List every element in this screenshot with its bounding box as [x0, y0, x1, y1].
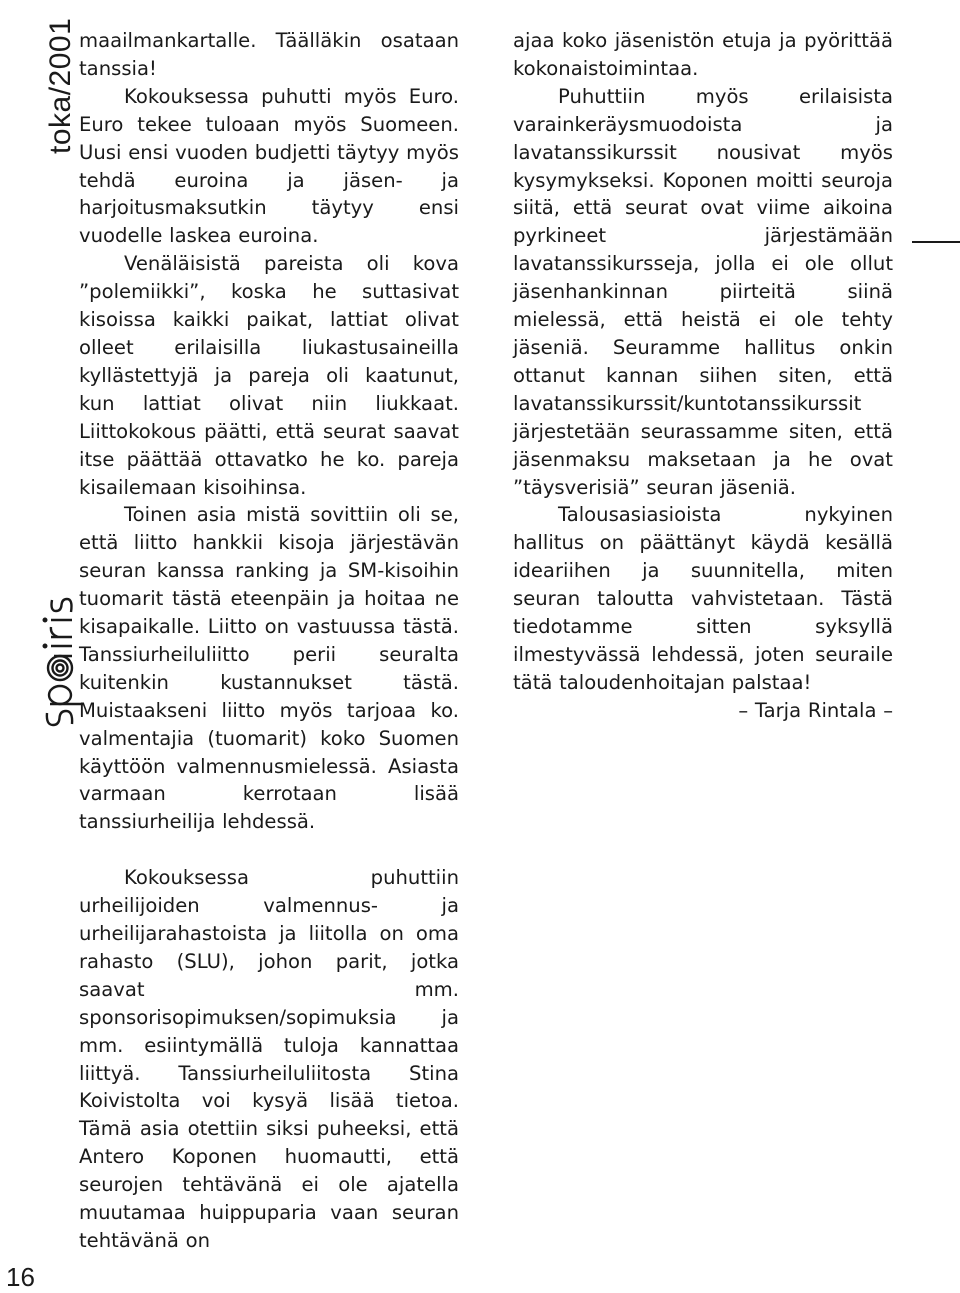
paragraph: Venäläisistä pareista oli kova ”polemiikki”, koska he suttasivat kisoissa kaikki paikat, lattiat olivat olleet erilaisilla liukastusaineilla kyllästettyjä ja pareja oli kaatunut, kun lattiat olivat niin liukkaat. Liittokokous päätti, että seurat saavat itse päättää ottavatko he ko. pareja kisailemaan kisoihinsa. — [79, 252, 459, 499]
article-column-right — [513, 27, 893, 725]
paragraph: Kokouksessa puhuttiin urheilijoiden valmennus- ja urheilijarahastoista ja liitolla on oma rahasto (SLU), johon parit, jotka saavat mm. sponsorisopimuksen/sopimuksia ja mm. esiintymällä tuloja kannattaa liittyä. Tanssiurheiluliitosta Stina Koivistolta voi kysyä lisää tietoa. Tämä asia otettiin siksi puheeksi, että Antero Koponen huomautti, että seurojen tehtävänä ei ole ajatella muutamaa huippuparia vaan seuran tehtävänä on — [79, 866, 459, 1252]
paragraph: Puhuttiin myös erilaisista varainkeräysmuodoista ja lavatanssikurssit nousivat myös kysymykseksi. Koponen moitti seuroja siitä, että seurat ovat viime aikoina pyrkineet järjestämään lavatanssikursseja, jolla ei ole ollut jäsenhankinnan piirteitä siinä mielessä, että heistä ei ole tehty jäseniä. Seuramme hallitus onkin ottanut kannan siihen siten, että lavatanssikurssit/kuntotanssikurssit järjestetään seurassamme siten, että jäsenmaksu maksetaan ja he ovat ”täysverisiä” seuran jäseniä. — [513, 84, 893, 499]
paragraph: Kokouksessa puhutti myös Euro. Euro tekee tuloaan myös Suomeen. Uusi ensi vuoden budjetti täytyy myös tehdä euroina ja jäsen- ja harjoitusmaksutkin täytyy ensi vuodelle laskea euroina. — [79, 84, 459, 248]
page-number: 16 — [6, 1262, 35, 1292]
paragraph: maailmankartalle. Täälläkin osataan tanssia! — [79, 29, 459, 80]
author-signature: – Tarja Rintala – — [738, 698, 893, 722]
decorative-rule — [912, 241, 960, 243]
paragraph: Talousasiasioista nykyinen hallitus on päättänyt käydä kesällä ideariihen ja suunnitella, miten seuran taloutta vahvistetaan. Tästä tiedotamme sitten syksyllä ilmestyvässä lehdessä, joten seuraile tätä taloudenhoitajan palstaa! — [513, 503, 893, 694]
paragraph: Toinen asia mistä sovittiin oli se, että liitto hankkii kisoja järjestävän seuran kanssa ranking ja SM-kisoihin tuomarit tästä eteenpäin ja hoitaa ne kisapaikalle. Liitto on vastuussa tästä. Tanssiurheiluliitto perii seuralta kuitenkin kustannukset tästä. Muistaakseni liitto myös tarjoaa ko. valmentajia (tuomarit) koko Suomen käyttöön valmennusmielessä. Asiasta varmaan kerrotaan lisää tanssiurheilija lehdessä. — [79, 503, 459, 834]
article-column-left — [79, 27, 459, 1255]
paragraph: ajaa koko jäsenistön etuja ja pyörittää kokonaistoimintaa. — [513, 29, 893, 80]
issue-label: toka/2001 — [44, 17, 77, 154]
spairis-logo — [4, 560, 50, 730]
issue-label-container — [2, 0, 77, 160]
